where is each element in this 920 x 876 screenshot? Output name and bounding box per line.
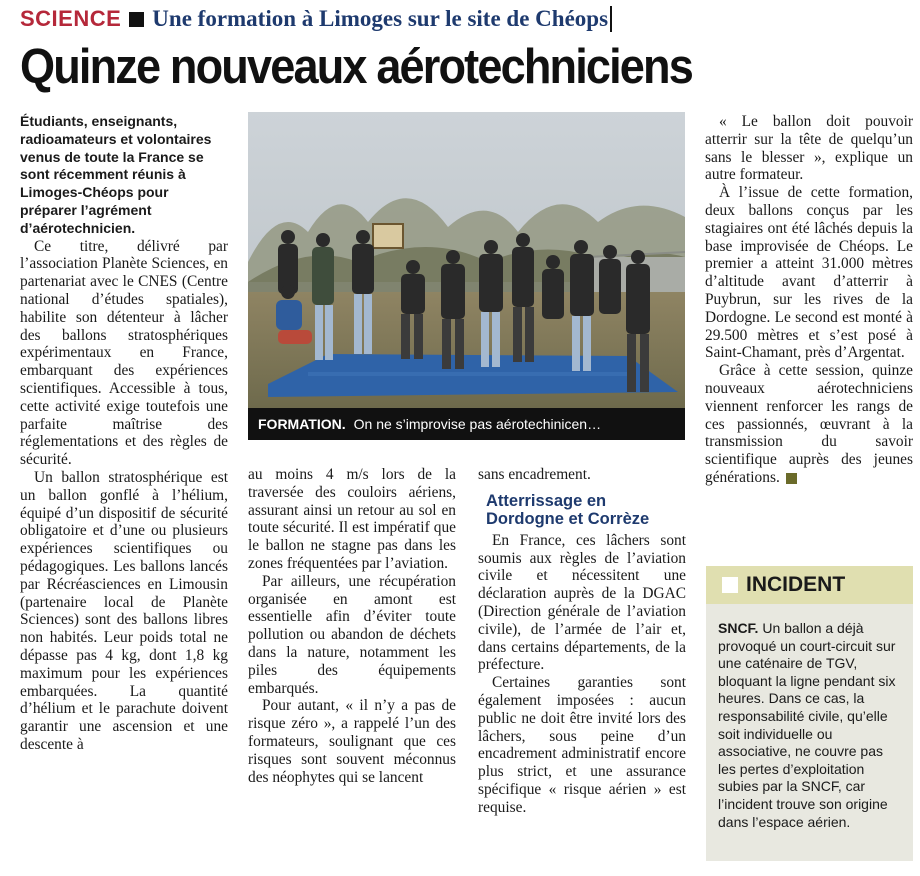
incident-title: INCIDENT <box>746 573 846 596</box>
subheading: Atterrissage en Dordogne et Corrèze <box>486 491 650 528</box>
paragraph: Par ailleurs, une récupération organisée en amont est essentielle afin d’éviter toute pollution ou abandon de déchets dans la nature, notamment les piles des équipements embarqués. <box>248 572 456 697</box>
chapo: Étudiants, enseignants, radioamateurs et volontaires venus de toute la France se sont récemment réunis à Limoges-Chéops pour préparer l’agrément d’aérotechnicien. <box>20 113 212 236</box>
column-2 <box>248 466 456 786</box>
end-mark-icon <box>786 473 797 484</box>
paragraph: sans encadrement. <box>478 466 591 483</box>
incident-lead: SNCF. <box>718 620 759 636</box>
rubric-category: SCIENCE <box>20 6 122 31</box>
incident-body <box>718 620 904 831</box>
incident-box <box>706 566 913 861</box>
rubric-square-icon <box>129 12 144 27</box>
column-3 <box>478 466 686 817</box>
paragraph: Certaines garanties sont également imposées : aucun public ne doit être invité lors des lâchers, sous peine d’un encadrement administratif encore plus strict, et une assurance spécifique « risque aérien » est requise. <box>478 674 686 816</box>
paragraph: À l’issue de cette formation, deux ballons conçus par les stagiaires ont été lâchés depuis la base improvisée de Chéops. Le premier a atteint 31.000 mètres d’altitude avant d’atterrir à Puybrun, sur les rives de la Dordogne. Le second est monté à 29.500 mètres et s’est posé à Saint-Chamant, près d’Argentat. <box>705 184 913 362</box>
rubric <box>20 4 612 34</box>
paragraph: En France, ces lâchers sont soumis aux règles de l’aviation civile et nécessitent une déclaration auprès de la DGAC (Direction générale de l’aviation civile), de l’armée de l’air et, dans certains départements, de la préfecture. <box>478 531 686 674</box>
rubric-cursor-bar <box>610 6 612 32</box>
photo-illustration <box>248 112 685 408</box>
incident-text: Un ballon a déjà provoqué un court-circuit sur une caténaire de TGV, bloquant la ligne pendant six heures. Dans ce cas, la responsabilité civile, qu’elle soit individuelle ou associative, ne couvre pas les pertes d’exploitation subies par la SNCF, car l’incident trouve son origine dans l’espace aérien. <box>718 620 896 830</box>
incident-header <box>706 566 913 604</box>
caption-text: On ne s’improvise pas aérotechinicen… <box>353 416 602 432</box>
caption-lead: FORMATION. <box>258 416 346 432</box>
paragraph <box>705 362 913 487</box>
paragraph: au moins 4 m/s lors de la traversée des couloirs aériens, assurant ainsi un retour au sol en toute sécurité. Il est impératif que le ballon ne stagne pas dans les zones fréquentées par l’aviation. <box>248 466 456 572</box>
headline: Quinze nouveaux aérotechniciens <box>20 40 692 94</box>
closing-text: Grâce à cette session, quinze nouveaux aérotechniciens viennent renforcer les rangs de ces passionnés, œuvrant à la transmission du savoir scientifique auprès des jeunes générations. <box>705 362 913 486</box>
column-4 <box>705 113 913 487</box>
paragraph: Ce titre, délivré par l’association Planète Sciences, en partenariat avec le CNES (Centre national d’études spatiales), habilite son détenteur à lâcher des ballons stratosphériques expérimentaux en France, embarquant des expériences scientifiques. Accessible à tous, cette activité exige toutefois une parfaite maîtrise des réglementations et des règles de sécurité. <box>20 237 228 469</box>
paragraph: Un ballon stratosphérique est un ballon gonflé à l’hélium, équipé d’un dispositif de sécurité obligatoire et d’une ou plusieurs expériences scientifiques ou pédagogiques. Les ballons lancés par Récréasciences en Limousin (partenaire local de Planète Sciences) sont des ballons libres non habités. Leur poids total ne dépasse pas 4 kg, dont 1,8 kg maximum pour les expériences embarquées. La quantité d’hélium et le parachute doivent garantir une ascension et une descente à <box>20 468 228 753</box>
rubric-kicker: Une formation à Limoges sur le site de Chéops <box>152 6 609 31</box>
photo-caption <box>248 408 685 440</box>
photo <box>248 112 685 408</box>
paragraph: Pour autant, « il n’y a pas de risque zéro », a rappelé l’un des formateurs, soulignant que ces risques sont souvent méconnus des néophytes qui se lancent <box>248 697 456 786</box>
header-square-icon <box>722 577 738 593</box>
column-1 <box>20 113 228 754</box>
paragraph: « Le ballon doit pouvoir atterrir sur la tête de quelqu’un sans le blesser », explique un autre formateur. <box>705 113 913 184</box>
